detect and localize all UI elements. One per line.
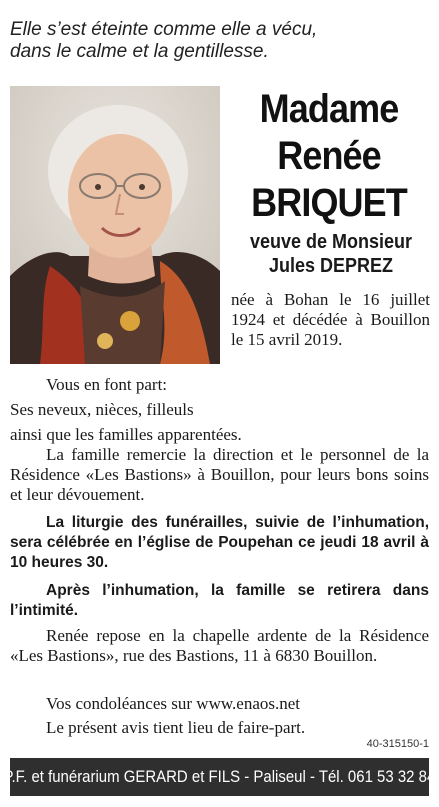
announce-relatives: ainsi que les familles apparentées.	[10, 425, 242, 444]
announce-lead: Vous en font part:	[46, 375, 168, 394]
widow-of	[236, 230, 427, 278]
reference-number: 40-315150-1	[366, 738, 429, 750]
portrait-illustration	[10, 86, 220, 364]
quote-line-1: Elle s’est éteinte comme elle a vécu,	[10, 19, 318, 40]
quote-line-2: dans le calme et la gentillesse.	[10, 41, 269, 62]
condolences-line: Vos condoléances sur www.enaos.net	[46, 694, 300, 713]
widow-line-2: Jules DEPREZ	[268, 255, 394, 277]
announce-family: Ses neveux, nièces, filleuls	[10, 400, 194, 419]
chapel-paragraph: Renée repose en la chapelle ardente de la Résidence «Les Bastions», rue des Bastions, 11 à 6830 Bouillon.	[10, 626, 429, 665]
thanks-paragraph: La famille remercie la direction et le personnel de la Résidence «Les Bastions» à Bouillon, pour leurs bons soins et leur dévouement.	[10, 445, 429, 504]
funeral-home-text: P.F. et funérarium GERARD et FILS - Paliseul - Tél. 061 53 32 84	[3, 767, 436, 786]
epitaph-quote	[10, 19, 430, 63]
birth-death-info: née à Bohan le 16 juillet 1924 et décédée à Bouillon le 15 avril 2019.	[231, 290, 430, 349]
funeral-home-banner	[3, 758, 436, 796]
widow-line-1: veuve de Monsieur	[249, 231, 413, 253]
name-last: BRIQUET	[251, 181, 407, 225]
name-title: Madame	[259, 87, 399, 131]
name-first: Renée	[277, 134, 381, 178]
portrait-photo	[10, 86, 220, 364]
deceased-name	[222, 86, 436, 227]
notice-line: Le présent avis tient lieu de faire-part.	[46, 718, 306, 737]
after-burial-paragraph: Après l’inhumation, la famille se retirera dans l’intimité.	[10, 582, 429, 619]
liturgy-paragraph: La liturgie des funérailles, suivie de l’inhumation, sera célébrée en l’église de Poupehan ce jeudi 18 avril à 10 heures 30.	[10, 514, 429, 571]
